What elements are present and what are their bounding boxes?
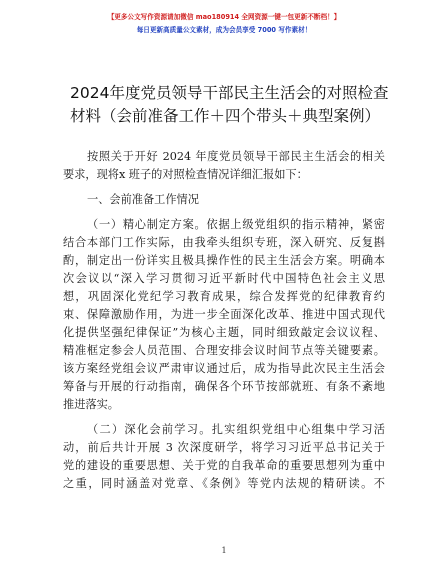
body-line: 党的建设的重要思想、关于党的自我革命的重要思想列为重中 <box>63 459 385 472</box>
promo-banner-line-2: 每日更新高质量公文素材，成为会员享受 7000 写作素材！ <box>136 26 312 34</box>
body-line: 筹备与开展的行动指南，确保各个环节按部就班、有条不紊地 <box>63 380 385 393</box>
body-line: 要求，现将x 班子的对照检查情况详细汇报如下： <box>63 168 308 181</box>
body-line: 按照关于开好 2024 年度党员领导干部民主生活会的相关 <box>87 150 385 163</box>
page-number: 1 <box>221 546 227 555</box>
body-line: 化提供坚强纪律保证”为核心主题，同时细致敲定会议议程、 <box>63 326 385 339</box>
title-line-2: 材料（会前准备工作＋四个带头＋典型案例） <box>70 107 381 125</box>
body-line: 结合本部门工作实际，由我牵头组织专班，深入研究、反复斟 <box>63 236 385 249</box>
body-line: 动，前后共计开展 3 次深度研学，将学习习近平总书记关于 <box>63 441 385 454</box>
body-line: （一）精心制定方案。依据上级党组织的指示精神，紧密 <box>87 218 385 231</box>
title-line-1: 2024年度党员领导干部民主生活会的对照检查 <box>70 84 389 102</box>
section-heading: 一、会前准备工作情况 <box>87 193 199 206</box>
body-line: 精准框定参会人员范围、合理安排会议时间节点等关键要素。 <box>63 344 385 357</box>
body-line: 该方案经党组会议严肃审议通过后，成为指导此次民主生活会 <box>63 362 385 375</box>
body-line: （二）深化会前学习。扎实组织党组中心组集中学习活 <box>87 423 385 436</box>
body-line: 酌，制定出一份详实且极具操作性的民主生活会方案。明确本 <box>63 254 385 267</box>
body-line: 想，巩固深化党纪学习教育成果，综合发挥党的纪律教育约 <box>63 290 385 303</box>
body-line: 束、保障激励作用，为进一步全面深化改革、推进中国式现代 <box>63 308 385 321</box>
body-line: 之重，同时涵盖对党章、《条例》等党内法规的精研读。不 <box>63 477 385 490</box>
body-line: 次会议以“深入学习贯彻习近平新时代中国特色社会主义思 <box>63 272 385 285</box>
body-line: 推进落实。 <box>63 398 119 411</box>
promo-banner-line-1: 【更多公文写作资源请加微信 mao180914 全网资源一键一包更新不断档！】 <box>107 13 341 21</box>
